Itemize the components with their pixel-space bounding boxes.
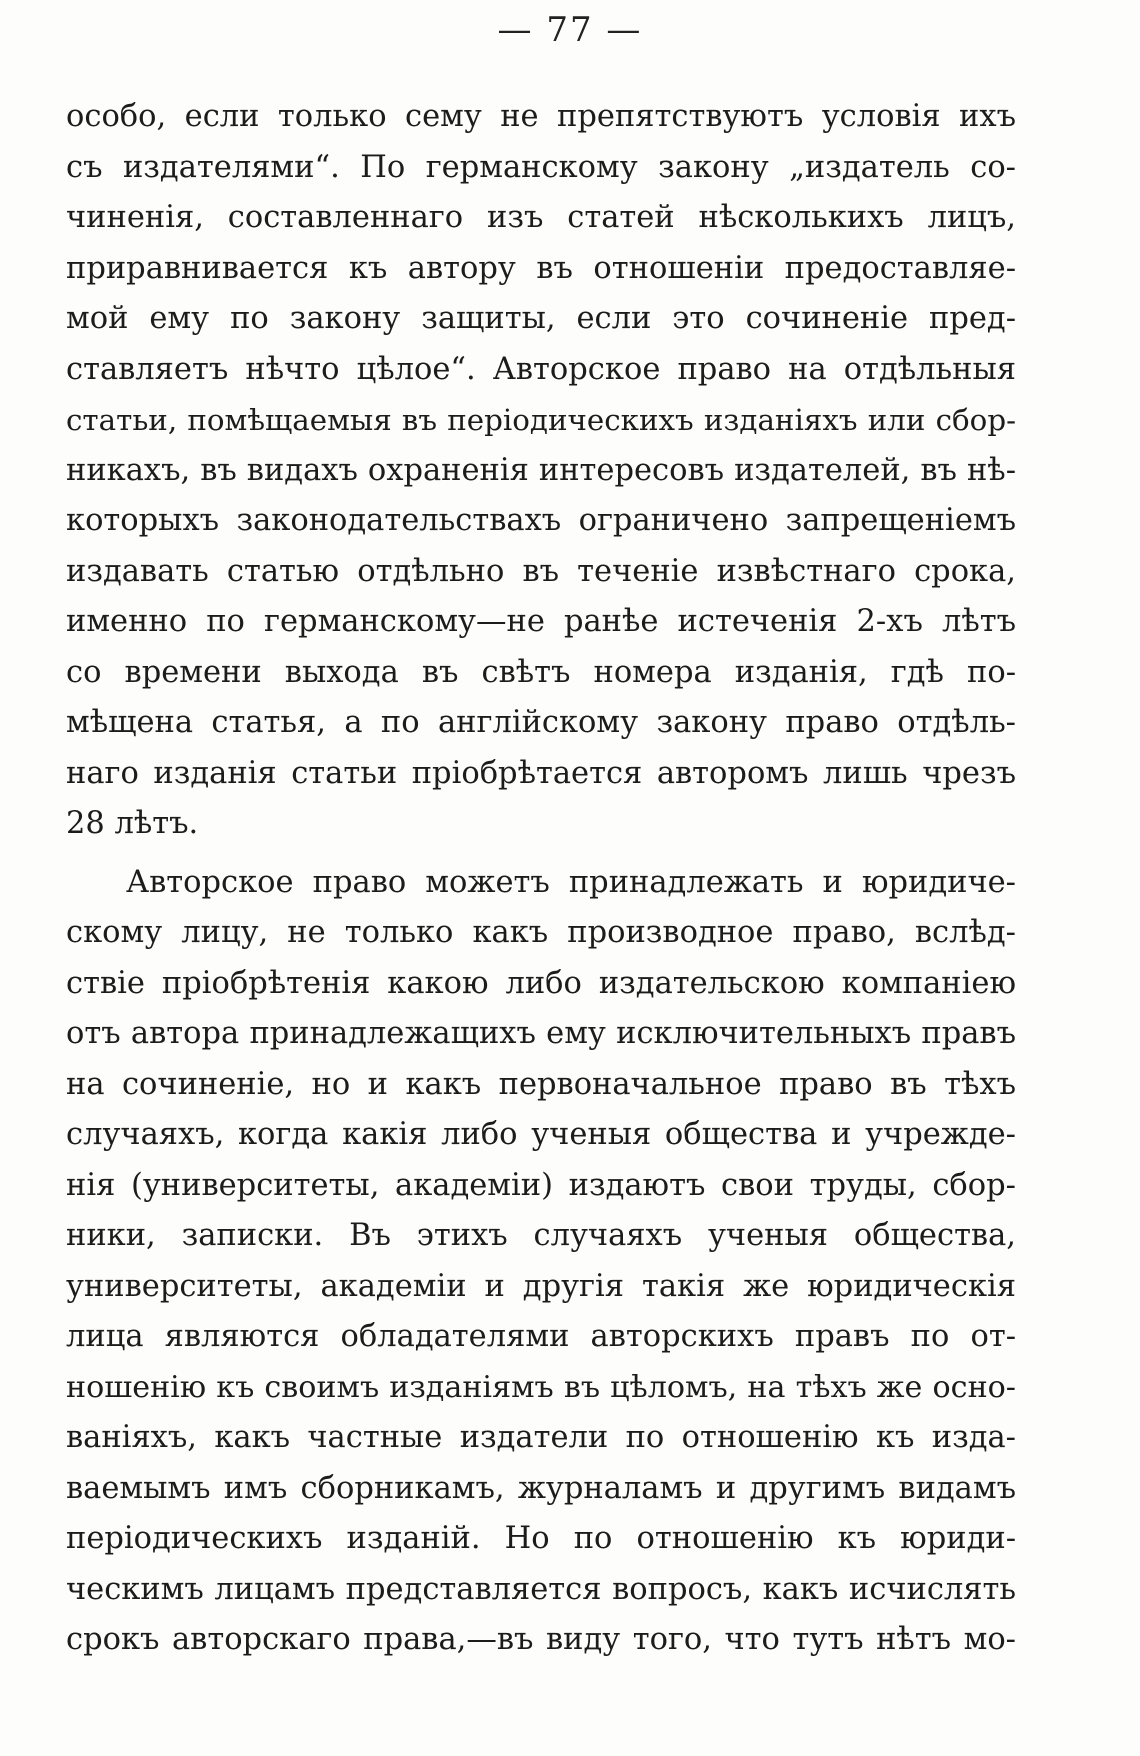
- text-line: наго изданія статьи пріобрѣтается авторомъ лишь чрезъ: [66, 755, 1016, 791]
- text-line: которыхъ законодательствахъ ограничено запрещеніемъ: [66, 503, 1016, 538]
- text-line: ваніяхъ, какъ частные издатели по отношенію къ изда-: [66, 1420, 1016, 1455]
- text-line: статьи, помѣщаемыя въ періодическихъ изданіяхъ или сбор-: [66, 403, 1016, 437]
- paragraph-2: [66, 858, 1016, 1666]
- text-line: приравнивается къ автору въ отношеніи предоставляе-: [66, 250, 1016, 286]
- text-line: со времени выхода въ свѣтъ номера изданія, гдѣ по-: [66, 654, 1016, 690]
- body-text: [66, 92, 1016, 1666]
- text-line: срокъ авторскаго права,—въ виду того, что тутъ нѣтъ мо-: [66, 1622, 1016, 1657]
- text-line: именно по германскому—не ранѣе истеченія 2-хъ лѣтъ: [66, 604, 1016, 639]
- text-line: отъ автора принадлежащихъ ему исключительныхъ правъ: [66, 1016, 1016, 1051]
- text-line: Авторское право можетъ принадлежать и юридиче-: [126, 864, 1016, 900]
- text-line: ношенію къ своимъ изданіямъ въ цѣломъ, на тѣхъ же осно-: [66, 1369, 1016, 1405]
- text-line: нія (университеты, академіи) издаютъ свои труды, сбор-: [66, 1167, 1016, 1203]
- text-line: на сочиненіе, но и какъ первоначальное право въ тѣхъ: [66, 1066, 1016, 1102]
- text-line: ники, записки. Въ этихъ случаяхъ ученыя общества,: [66, 1218, 1016, 1253]
- text-line: случаяхъ, когда какія либо ученыя общества и учрежде-: [66, 1117, 1016, 1152]
- text-line: періодическихъ изданій. Но по отношенію къ юриди-: [66, 1521, 1016, 1556]
- text-line: 28 лѣтъ.: [66, 806, 199, 841]
- text-line: университеты, академіи и другія такія же юридическія: [66, 1268, 1016, 1304]
- text-line: ставляетъ нѣчто цѣлое“. Авторское право на отдѣльныя: [66, 351, 1016, 387]
- text-line: лица являются обладателями авторскихъ правъ по от-: [66, 1319, 1016, 1354]
- text-line: издавать статью отдѣльно въ теченіе извѣстнаго срока,: [66, 553, 1016, 589]
- text-line: мѣщена статья, а по англійскому закону право отдѣль-: [66, 705, 1016, 740]
- text-line: никахъ, въ видахъ охраненія интересовъ издателей, въ нѣ-: [66, 452, 1016, 488]
- page-number: — 77 —: [497, 10, 643, 50]
- text-line: мой ему по закону защиты, если это сочиненіе пред-: [66, 301, 1016, 336]
- paragraph-1: [66, 92, 1016, 850]
- text-line: скому лицу, не только какъ производное право, вслѣд-: [66, 915, 1016, 950]
- text-line: ческимъ лицамъ представляется вопросъ, какъ исчислять: [66, 1571, 1016, 1607]
- text-line: чиненія, составленнаго изъ статей нѣсколькихъ лицъ,: [66, 200, 1016, 235]
- text-line: съ издателями“. По германскому закону „издатель со-: [66, 149, 1016, 185]
- text-line: ствіе пріобрѣтенія какою либо издательскою компаніею: [66, 965, 1016, 1001]
- text-line: ваемымъ имъ сборникамъ, журналамъ и другимъ видамъ: [66, 1470, 1016, 1506]
- text-line: особо, если только сему не препятствуютъ условія ихъ: [66, 99, 1016, 134]
